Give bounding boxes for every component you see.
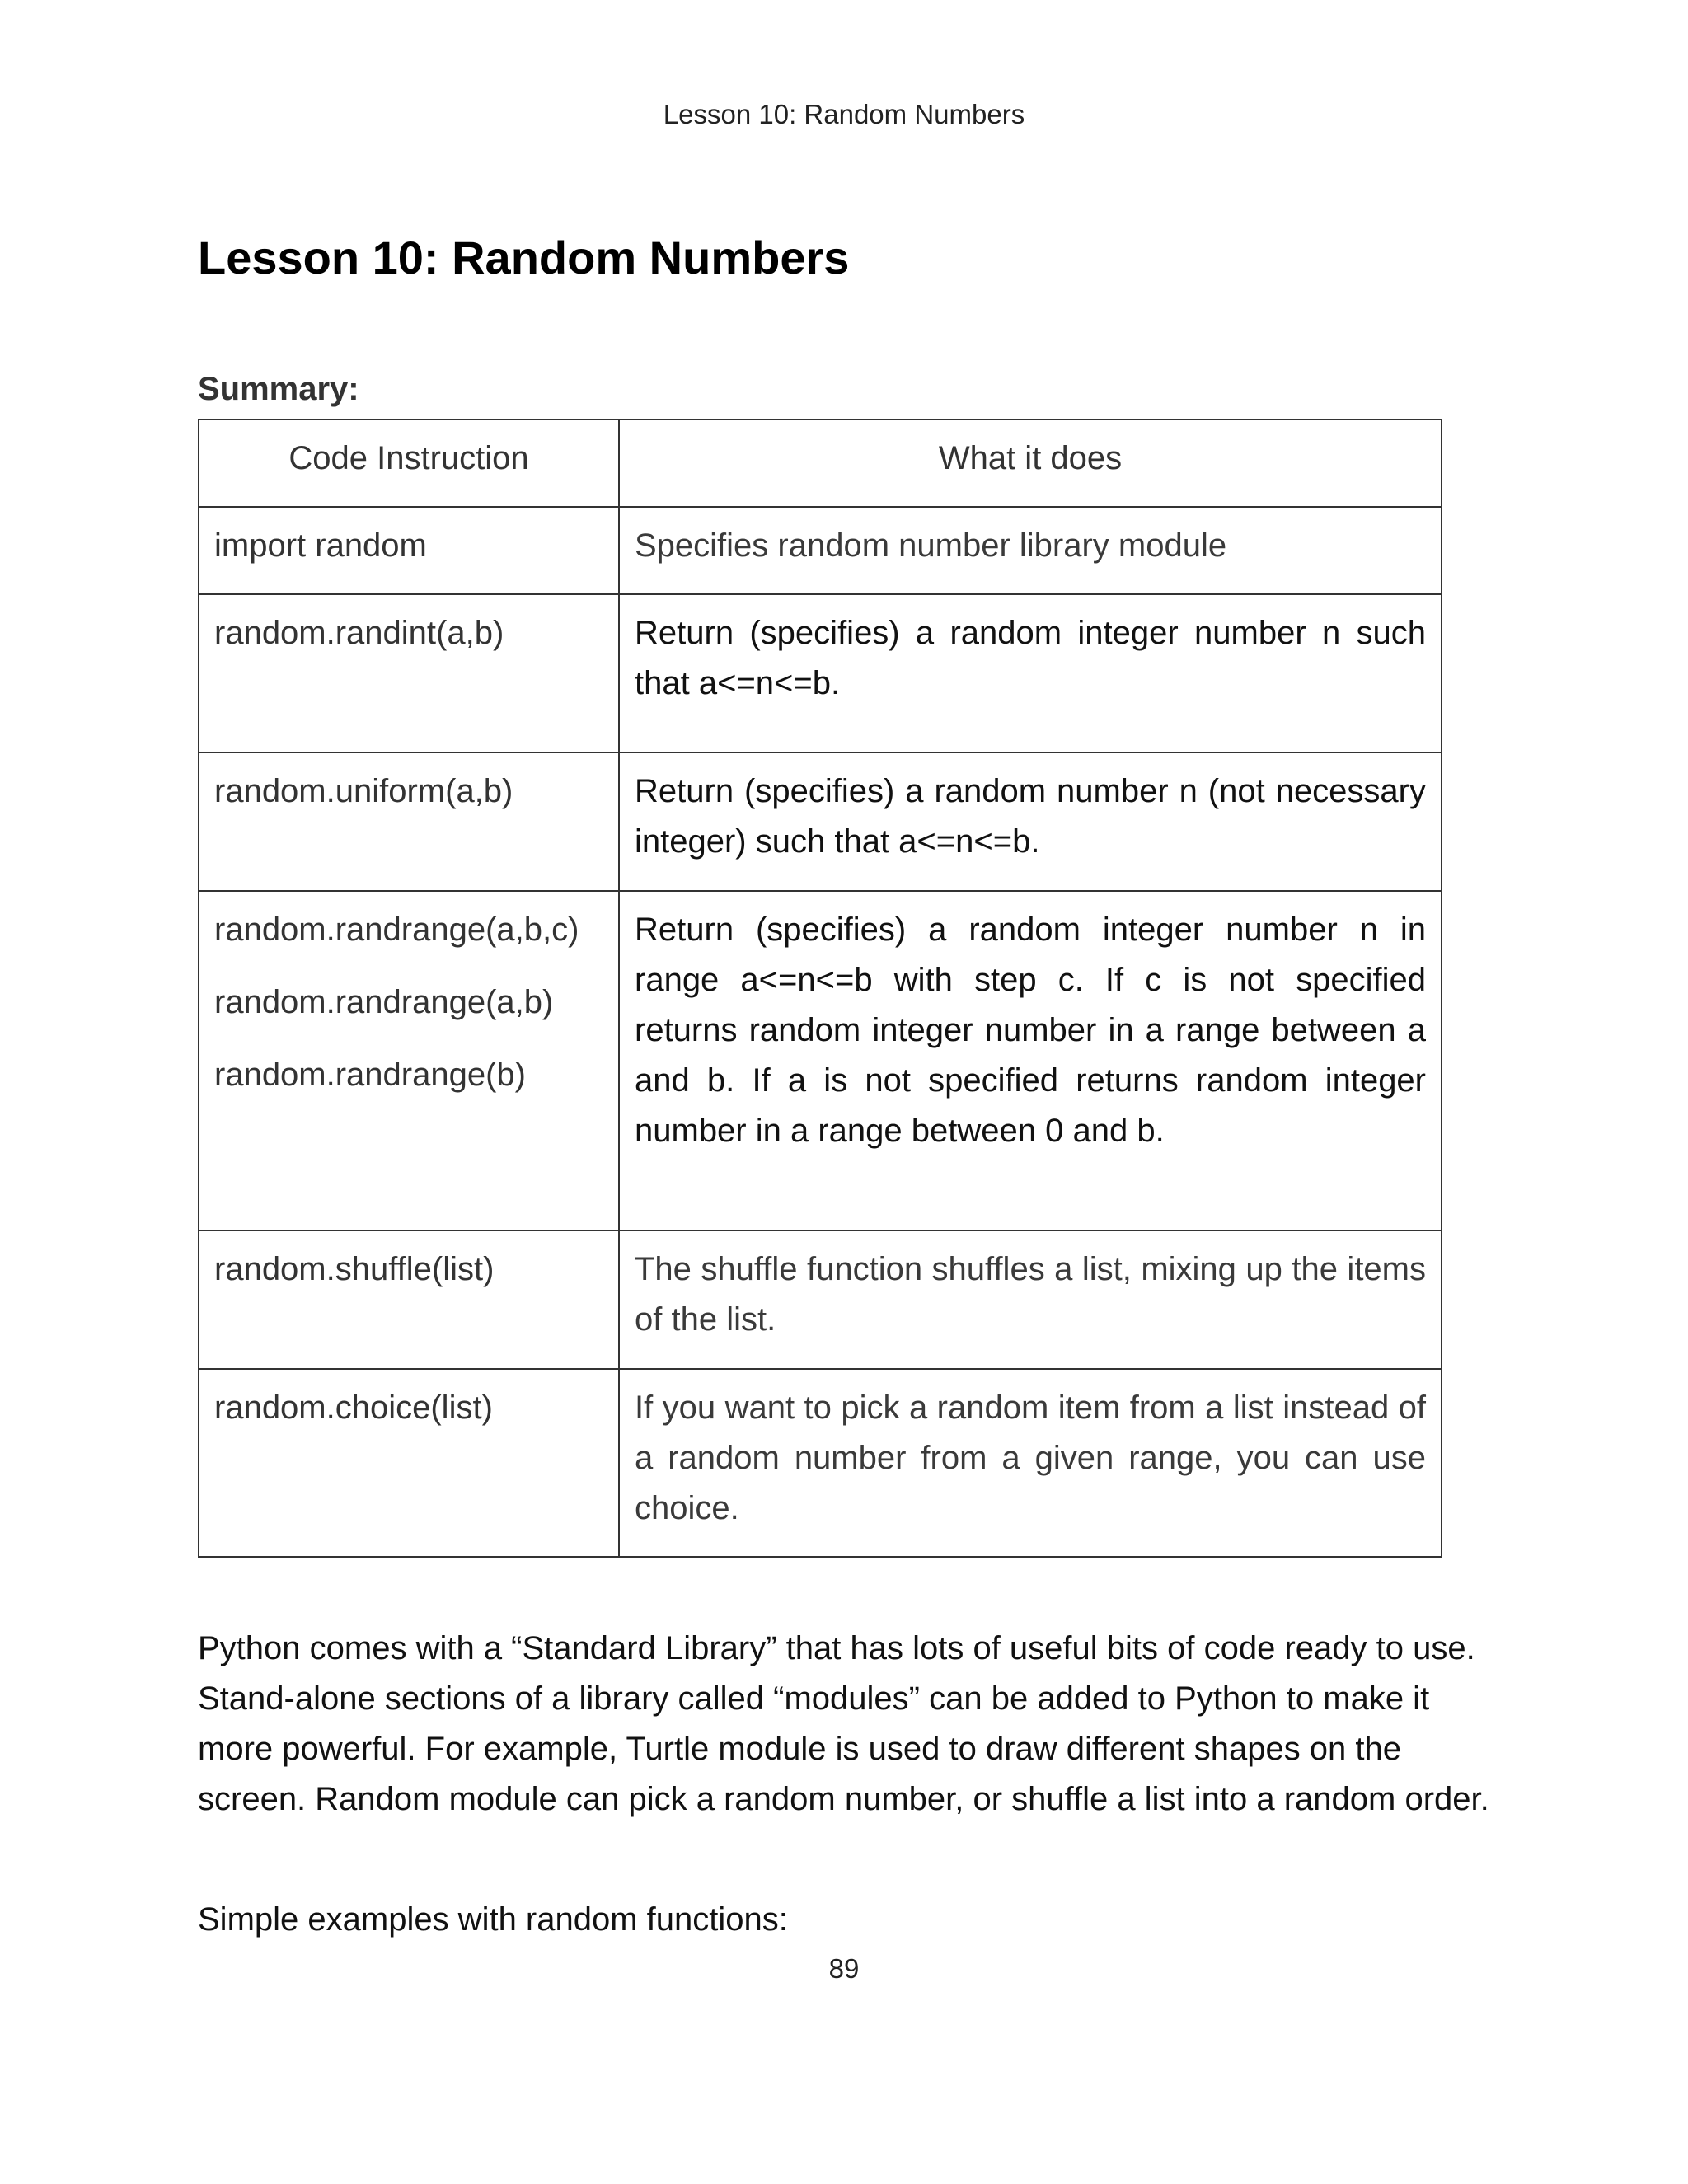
summary-table: [198, 419, 1442, 1558]
lesson-title: Lesson 10: Random Numbers: [198, 232, 850, 284]
code-cell: import random: [199, 507, 619, 594]
table-row: [199, 507, 1442, 594]
page-number: 89: [828, 1953, 860, 1984]
code-cell: random.uniform(a,b): [199, 752, 619, 891]
code-cell: random.shuffle(list): [199, 1230, 619, 1369]
column-header-code: Code Instruction: [199, 419, 619, 507]
table-row: [199, 891, 1442, 1230]
description-cell: The shuffle function shuffles a list, mixing up the items of the list.: [619, 1230, 1442, 1369]
column-header-description: What it does: [619, 419, 1442, 507]
code-cell: random.choice(list): [199, 1369, 619, 1557]
table-row: [199, 594, 1442, 752]
body-paragraph: Python comes with a “Standard Library” that has lots of useful bits of code ready to use. Stand-alone sections of a library called “modules” can be added to Python to make it more powerful. For example, Turtle module is used to draw different shapes on the screen. Random module can pick a random number, or shuffle a list into a random order.: [198, 1630, 1489, 1817]
examples-intro: Simple examples with random functions:: [198, 1901, 788, 1938]
table-row: [199, 1230, 1442, 1369]
summary-label: Summary:: [198, 371, 359, 407]
table-header-row: [199, 419, 1442, 507]
code-cell: [199, 891, 619, 1230]
code-line: random.randrange(a,b): [214, 984, 554, 1020]
description-cell: If you want to pick a random item from a list instead of a random number from a given range, you can use choice.: [619, 1369, 1442, 1557]
description-cell: Return (specifies) a random integer number n in range a<=n<=b with step c. If c is not specified returns random integer number in a range between a and b. If a is not specified returns random integer number in a range between 0 and b.: [619, 891, 1442, 1230]
description-cell: Return (specifies) a random integer number n such that a<=n<=b.: [619, 594, 1442, 752]
table-row: [199, 752, 1442, 891]
running-header: Lesson 10: Random Numbers: [663, 99, 1025, 129]
code-line: random.randrange(b): [214, 1057, 526, 1093]
code-line: random.randrange(a,b,c): [214, 912, 579, 948]
code-cell: random.randint(a,b): [199, 594, 619, 752]
table-row: [199, 1369, 1442, 1557]
description-cell: Return (specifies) a random number n (not necessary integer) such that a<=n<=b.: [619, 752, 1442, 891]
description-cell: Specifies random number library module: [619, 507, 1442, 594]
